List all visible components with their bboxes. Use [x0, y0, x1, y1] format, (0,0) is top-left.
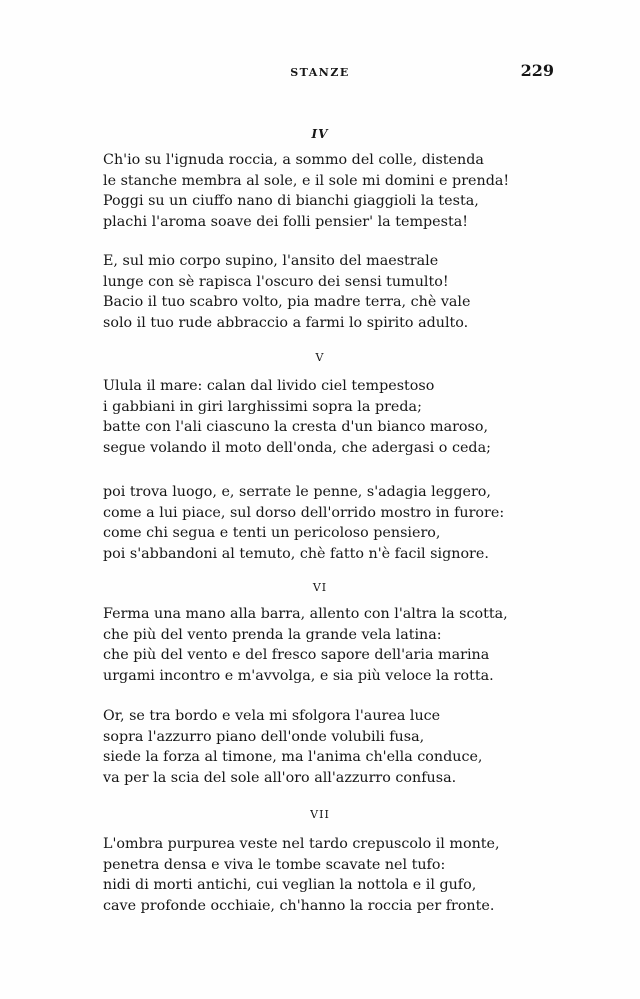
verse-line: segue volando il moto dell'onda, che adergasi o ceda;: [103, 440, 491, 457]
section-heading-vii: VII: [310, 808, 330, 821]
verse-line: come a lui piace, sul dorso dell'orrido mostro in furore:: [103, 504, 505, 521]
page-number: 229: [520, 61, 554, 80]
verse-line: Ulula il mare: calan dal livido ciel tempestoso: [103, 378, 435, 394]
verse-line: i gabbiani in giri larghissimi sopra la preda;: [103, 398, 422, 415]
running-title: STANZE: [290, 66, 350, 79]
verse-line: batte con l'ali ciascuno la cresta d'un bianco maroso,: [103, 419, 489, 436]
verse-line: le stanche membra al sole, e il sole mi domini e prenda!: [103, 172, 510, 189]
stanza-iv-2: [103, 251, 543, 334]
verse-line: lunge con sè rapisca l'oscuro dei sensi tumulto!: [103, 273, 449, 290]
stanza-vii-1: [103, 834, 543, 917]
stanza-vi-2: [103, 706, 543, 789]
verse-line: Ch'io su l'ignuda roccia, a sommo del colle, distenda: [103, 152, 484, 168]
verse-line: Ferma una mano alla barra, allento con l'altra la scotta,: [103, 606, 508, 622]
verse-line: che più del vento e del fresco sapore dell'aria marina: [103, 647, 490, 664]
verse-line: E, sul mio corpo supino, l'ansito del maestrale: [103, 253, 439, 269]
verse-line: Or, se tra bordo e vela mi sfolgora l'aurea luce: [103, 708, 441, 724]
verse-line: siede la forza al timone, ma l'anima ch'ella conduce,: [103, 749, 483, 766]
stanza-v-2: [103, 482, 543, 565]
verse-line: Poggi su un ciuffo nano di bianchi giaggioli la testa,: [103, 193, 479, 210]
verse-line: va per la scia del sole all'oro all'azzurro confusa.: [103, 770, 457, 787]
section-heading-iv: IV: [311, 127, 329, 141]
verse-line: penetra densa e viva le tombe scavate nel tufo:: [103, 856, 446, 873]
section-heading-v: V: [315, 351, 325, 364]
verse-line: che più del vento prenda la grande vela latina:: [103, 626, 442, 643]
verse-line: cave profonde occhiaie, ch'hanno la roccia per fronte.: [103, 898, 495, 915]
verse-line: nidi di morti antichi, cui veglian la nottola e il gufo,: [103, 877, 477, 894]
verse-line: poi s'abbandoni al temuto, chè fatto n'è facil signore.: [103, 546, 489, 563]
verse-line: L'ombra purpurea veste nel tardo crepuscolo il monte,: [103, 836, 500, 852]
section-heading-vi: VI: [312, 581, 328, 594]
verse-line: poi trova luogo, e, serrate le penne, s'adagia leggero,: [103, 484, 491, 500]
stanza-iv-1: [103, 150, 543, 233]
verse-line: come chi segua e tenti un pericoloso pensiero,: [103, 525, 441, 542]
verse-line: sopra l'azzurro piano dell'onde volubili fusa,: [103, 728, 425, 745]
stanza-v-1: [103, 376, 543, 459]
verse-line: plachi l'aroma soave dei folli pensier' la tempesta!: [103, 214, 468, 231]
verse-line: solo il tuo rude abbraccio a farmi lo spirito adulto.: [103, 315, 469, 332]
stanza-vi-1: [103, 604, 543, 687]
verse-line: Bacio il tuo scabro volto, pia madre terra, chè vale: [103, 294, 471, 311]
verse-line: urgami incontro e m'avvolga, e sia più veloce la rotta.: [103, 668, 494, 685]
